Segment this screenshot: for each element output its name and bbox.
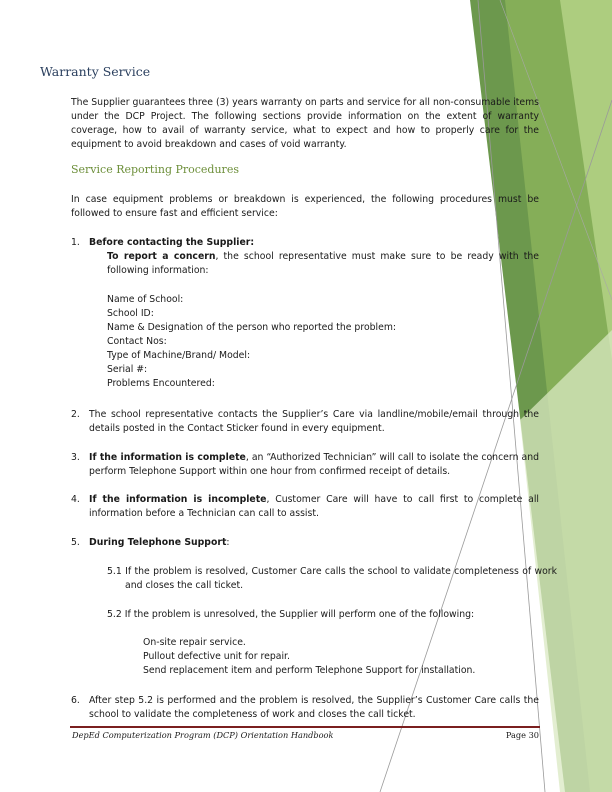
info-item-machine-type: Type of Machine/Brand/ Model: <box>107 350 251 361</box>
step-4-rest: , Customer Care will have to call first to complete all information before a Technician can call to assist. <box>89 494 540 519</box>
step-1-heading-text: Before contacting the Supplier: <box>89 237 255 248</box>
page-title: Warranty Service <box>40 64 151 79</box>
option-onsite-repair: On-site repair service. <box>143 637 246 648</box>
step-1-lead-rest: , the school representative must make sure to be ready with the following information: <box>107 251 539 276</box>
footer-handbook-title: DepEd Computerization Program (DCP) Orientation Handbook <box>72 730 334 740</box>
step-2-number: 2. <box>71 409 80 420</box>
option-pullout: Pullout defective unit for repair. <box>143 651 290 662</box>
step-4-bold: If the information is incomplete <box>89 494 267 505</box>
step-3-number: 3. <box>71 452 80 463</box>
info-item-school-id: School ID: <box>107 308 154 319</box>
info-item-contact: Contact Nos: <box>107 336 167 347</box>
info-item-problems: Problems Encountered: <box>107 378 215 389</box>
step-5-2-text: 5.2 If the problem is unresolved, the Supplier will perform one of the following: <box>107 609 475 620</box>
step-1-heading <box>89 236 539 250</box>
info-item-serial: Serial #: <box>107 364 148 375</box>
info-item-reporter: Name & Designation of the person who reported the problem: <box>107 322 397 333</box>
footer-rule <box>70 726 540 728</box>
step-1-lead <box>107 250 539 278</box>
step-1-number: 1. <box>71 237 80 248</box>
footer-page-number: Page 30 <box>505 730 539 740</box>
step-5-bold: During Telephone Support <box>89 537 227 548</box>
step-3-text <box>89 451 539 479</box>
section-title: Service Reporting Procedures <box>71 163 239 176</box>
intro-paragraph: The Supplier guarantees three (3) years warranty on parts and service for all non-consumable items under the DCP Project. The following sections provide information on the extent of warranty coverage, how to avail of warranty service, what to expect and how to properly care for the equipment to avoid breakdown and cases of void warranty. <box>71 97 539 150</box>
step-3-rest: , an “Authorized Technician” will call to isolate the concern and perform Telephone Support within one hour from confirmed receipt of details. <box>89 452 539 477</box>
step-5-options-list <box>143 636 539 678</box>
step-5-rest: : <box>226 537 230 548</box>
step-3-bold: If the information is complete <box>89 452 246 463</box>
step-6-text: After step 5.2 is performed and the problem is resolved, the Supplier’s Customer Care calls the school to validate the completeness of work and closes the call ticket. <box>89 695 539 720</box>
step-4-text <box>89 493 539 521</box>
step-1-lead-bold: To report a concern <box>107 251 216 262</box>
step-2-text: The school representative contacts the Supplier’s Care via landline/mobile/email through the details posted in the Contact Sticker found in every equipment. <box>89 409 539 434</box>
step-5-number: 5. <box>71 537 80 548</box>
step-6-number: 6. <box>71 695 80 706</box>
step-5-1-text: 5.1 If the problem is resolved, Customer Care calls the school to validate completeness of work and closes the call ticket. <box>107 566 557 591</box>
step-4-number: 4. <box>71 494 80 505</box>
section-intro: In case equipment problems or breakdown is experienced, the following procedures must be followed to ensure fast and efficient service: <box>71 194 539 219</box>
info-item-school-name: Name of School: <box>107 294 184 305</box>
required-info-list <box>107 293 527 391</box>
option-replacement: Send replacement item and perform Telephone Support for installation. <box>143 665 476 676</box>
step-5-heading <box>89 536 539 550</box>
